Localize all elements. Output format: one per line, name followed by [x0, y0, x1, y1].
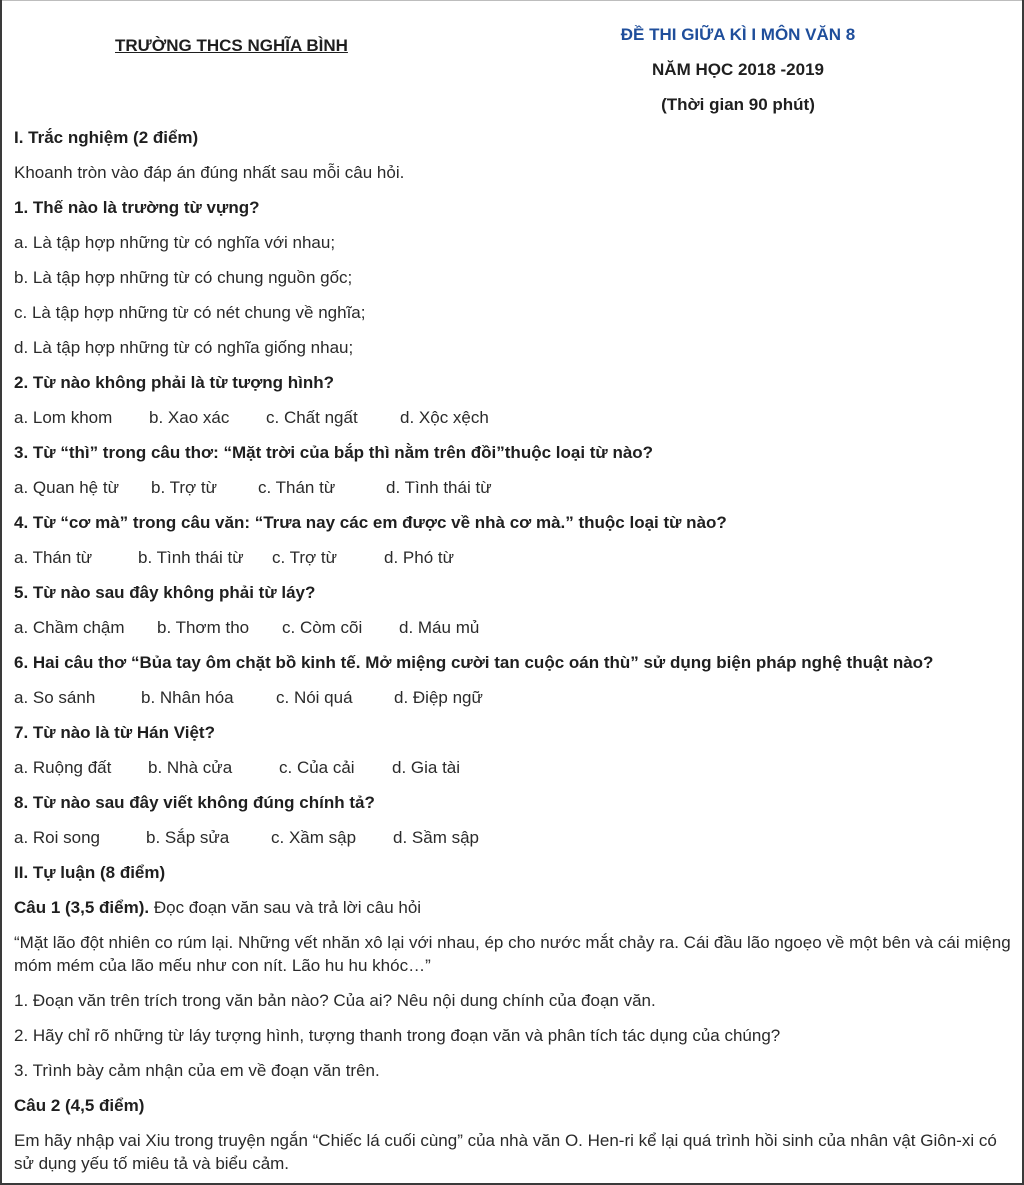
- q1-option-a: a. Là tập hợp những từ có nghĩa với nhau;: [14, 233, 336, 252]
- q8-option-b: b. Sắp sửa: [146, 828, 230, 847]
- part1-instruction: Khoanh tròn vào đáp án đúng nhất sau mỗi câu hỏi.: [14, 163, 405, 182]
- question-3: 3. Từ “thì” trong câu thơ: “Mặt trời của bắp thì nằm trên đồi”thuộc loại từ nào?: [14, 443, 654, 462]
- q3-option-a: a. Quan hệ từ: [14, 478, 119, 497]
- q4-option-a: a. Thán từ: [14, 548, 93, 567]
- cau1-header: [14, 890, 1018, 925]
- q6-option-d: d. Điệp ngữ: [394, 688, 483, 707]
- cau1-instruction: Đọc đoạn văn sau và trả lời câu hỏi: [149, 898, 422, 917]
- exam-header: [598, 17, 878, 122]
- cau1-passage: “Mặt lão đột nhiên co rúm lại. Những vết nhăn xô lại với nhau, ép cho nước mắt chảy ra. Cái đầu lão ngoẹo về một bên và cái miệng móm mém của lão mếu như con nít. Lão hu hu khóc…”: [14, 933, 1011, 975]
- q3-option-c: c. Thán từ: [258, 478, 336, 497]
- question-2: 2. Từ nào không phải là từ tượng hình?: [14, 373, 335, 392]
- cau1-subquestion-1: 1. Đoạn văn trên trích trong văn bản nào? Của ai? Nêu nội dung chính của đoạn văn.: [14, 991, 656, 1010]
- part2-heading: II. Tự luận (8 điểm): [14, 863, 166, 882]
- q3-option-d: d. Tình thái từ: [386, 478, 492, 497]
- school-name: TRƯỜNG THCS NGHĨA BÌNH: [115, 36, 348, 55]
- q5-option-b: b. Thơm tho: [157, 618, 250, 637]
- q3-option-b: b. Trợ từ: [151, 478, 217, 497]
- q7-option-c: c. Của cải: [279, 758, 355, 777]
- cau2-text: Em hãy nhập vai Xiu trong truyện ngắn “Chiếc lá cuối cùng” của nhà văn O. Hen-ri kể lại quá trình hồi sinh của nhân vật Giôn-xi có sử dụng yếu tố miêu tả và biểu cảm.: [14, 1131, 997, 1173]
- question-6: 6. Hai câu thơ “Bủa tay ôm chặt bồ kinh tế. Mở miệng cười tan cuộc oán thù” sử dụng biện pháp nghệ thuật nào?: [14, 653, 934, 672]
- q2-option-d: d. Xộc xệch: [400, 408, 489, 427]
- school-year: NĂM HỌC 2018 -2019: [652, 60, 824, 79]
- cau1-subquestion-3: 3. Trình bày cảm nhận của em về đoạn văn trên.: [14, 1061, 380, 1080]
- q6-option-c: c. Nói quá: [276, 688, 353, 707]
- q2-option-c: c. Chất ngất: [266, 408, 358, 427]
- top-divider: [2, 0, 1022, 1]
- q6-options: [14, 680, 1018, 715]
- q1-option-b: b. Là tập hợp những từ có chung nguồn gốc;: [14, 268, 353, 287]
- question-7: 7. Từ nào là từ Hán Việt?: [14, 723, 215, 742]
- question-8: 8. Từ nào sau đây viết không đúng chính tả?: [14, 793, 375, 812]
- q4-option-b: b. Tình thái từ: [138, 548, 244, 567]
- part1-heading: I. Trắc nghiệm (2 điểm): [14, 128, 199, 147]
- question-4: 4. Từ “cơ mà” trong câu văn: “Trưa nay các em được về nhà cơ mà.” thuộc loại từ nào?: [14, 513, 727, 532]
- q5-option-d: d. Máu mủ: [399, 618, 480, 637]
- q5-option-a: a. Chầm chậm: [14, 618, 125, 637]
- q2-options: [14, 400, 1018, 435]
- q6-option-b: b. Nhân hóa: [141, 688, 234, 707]
- q1-option-c: c. Là tập hợp những từ có nét chung về nghĩa;: [14, 303, 366, 322]
- q4-option-d: d. Phó từ: [384, 548, 454, 567]
- q8-option-d: d. Sầm sập: [393, 828, 479, 847]
- q8-option-c: c. Xầm sập: [271, 828, 357, 847]
- q7-option-b: b. Nhà cửa: [148, 758, 233, 777]
- cau1-subquestion-2: 2. Hãy chỉ rõ những từ láy tượng hình, tượng thanh trong đoạn văn và phân tích tác dụng của chúng?: [14, 1026, 781, 1045]
- q7-option-d: d. Gia tài: [392, 758, 461, 777]
- q8-options: [14, 820, 1018, 855]
- cau2-label: Câu 2 (4,5 điểm): [14, 1096, 145, 1115]
- question-1: 1. Thế nào là trường từ vựng?: [14, 198, 260, 217]
- q1-option-d: d. Là tập hợp những từ có nghĩa giống nhau;: [14, 338, 354, 357]
- q3-options: [14, 470, 1018, 505]
- q2-option-a: a. Lom khom: [14, 408, 113, 427]
- q8-option-a: a. Roi song: [14, 828, 100, 847]
- q4-option-c: c. Trợ từ: [272, 548, 338, 567]
- q7-options: [14, 750, 1018, 785]
- exam-duration: (Thời gian 90 phút): [661, 95, 815, 114]
- exam-content: [14, 120, 1018, 1181]
- q5-option-c: c. Còm cõi: [282, 618, 363, 637]
- q5-options: [14, 610, 1018, 645]
- q4-options: [14, 540, 1018, 575]
- q2-option-b: b. Xao xác: [149, 408, 230, 427]
- q7-option-a: a. Ruộng đất: [14, 758, 112, 777]
- question-5: 5. Từ nào sau đây không phải từ láy?: [14, 583, 316, 602]
- q6-option-a: a. So sánh: [14, 688, 96, 707]
- exam-title: ĐỀ THI GIỮA KÌ I MÔN VĂN 8: [620, 25, 856, 44]
- cau1-label: Câu 1 (3,5 điểm).: [14, 898, 150, 917]
